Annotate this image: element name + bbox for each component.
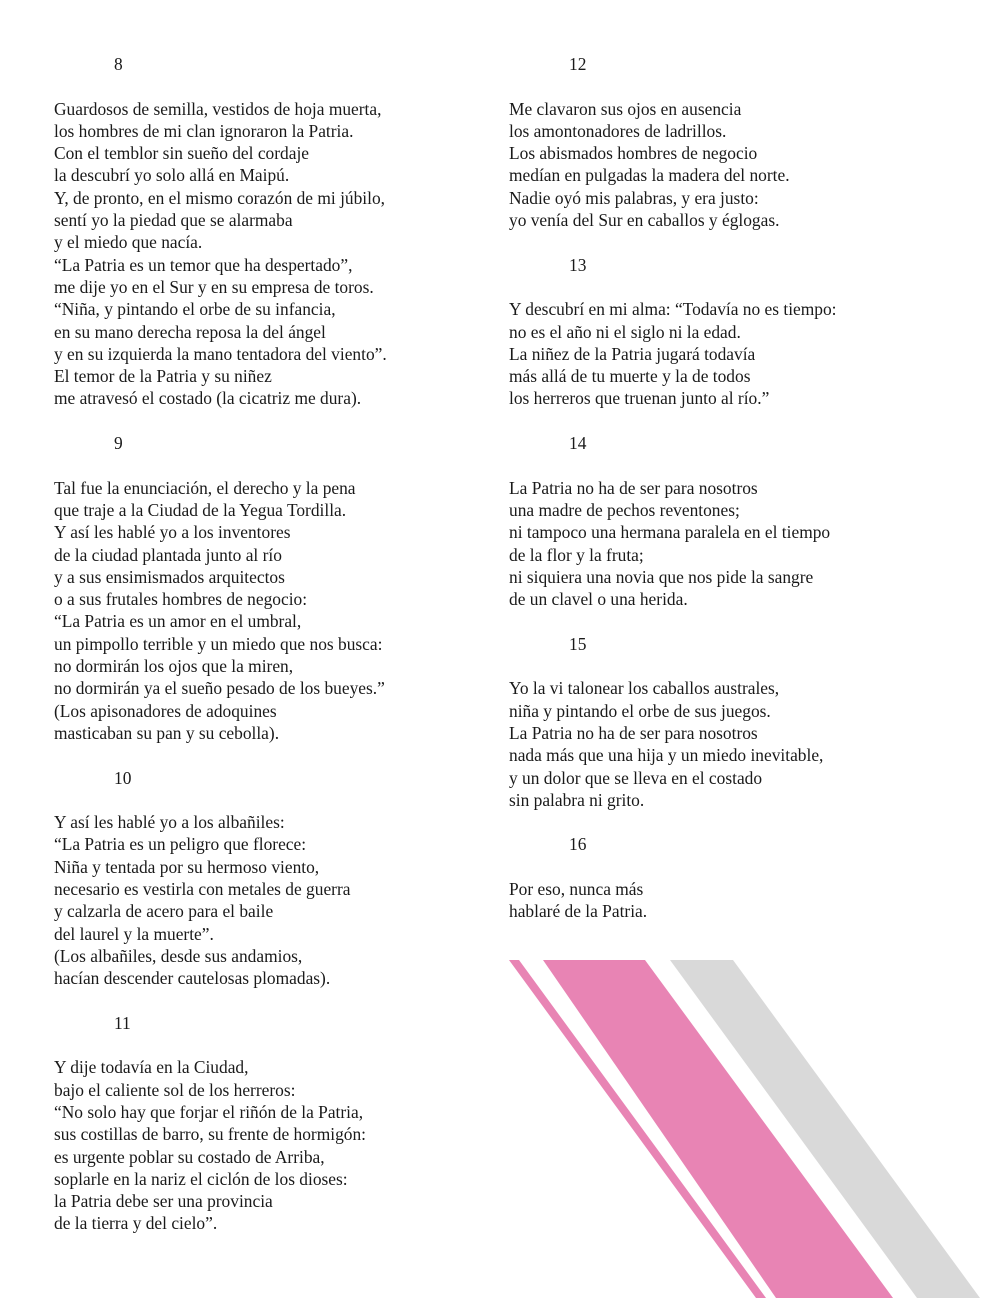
verse-line: nada más que una hija y un miedo inevitable, <box>509 745 824 766</box>
section-number: 14 <box>569 433 587 454</box>
verse-line: “La Patria es un peligro que florece: <box>54 834 307 855</box>
section-number: 10 <box>114 767 132 788</box>
verse-line: “La Patria es un temor que ha despertado”, <box>54 254 353 275</box>
verse-line: no es el año ni el siglo ni la edad. <box>509 321 741 342</box>
section-number: 9 <box>114 433 123 454</box>
verse-line: “La Patria es un amor en el umbral, <box>54 611 302 632</box>
verse-line: Por eso, nunca más <box>509 878 644 899</box>
verse-line: la Patria debe ser una provincia <box>54 1191 273 1212</box>
section-number: 12 <box>569 54 587 74</box>
verse-line: Yo la vi talonear los caballos australes, <box>509 678 780 699</box>
verse-line: más allá de tu muerte y la de todos <box>509 366 751 387</box>
verse-line: Y, de pronto, en el mismo corazón de mi júbilo, <box>54 187 386 208</box>
section-number: 11 <box>114 1012 131 1033</box>
verse-line: necesario es vestirla con metales de guerra <box>54 878 351 899</box>
verse-line: “No solo hay que forjar el riñón de la Patria, <box>54 1101 364 1122</box>
verse-line: Y así les hablé yo a los albañiles: <box>54 812 285 833</box>
section-number: 8 <box>114 54 123 74</box>
verse-line: sus costillas de barro, su frente de hormigón: <box>54 1124 366 1145</box>
verse-line: La niñez de la Patria jugará todavía <box>509 343 756 364</box>
verse-line: me atravesó el costado (la cicatriz me dura). <box>54 388 362 409</box>
verse-line: Y así les hablé yo a los inventores <box>54 522 291 543</box>
verse-line: hacían descender cautelosas plomadas). <box>54 968 331 989</box>
verse-line: Y dije todavía en la Ciudad, <box>54 1057 249 1078</box>
verse-line: los amontonadores de ladrillos. <box>509 120 727 141</box>
verse-line: sentí yo la piedad que se alarmaba <box>54 210 293 231</box>
verse-line: una madre de pechos reventones; <box>509 499 740 520</box>
verse-line: los herreros que truenan junto al río.” <box>509 388 770 409</box>
verse-line: ni siquiera una novia que nos pide la sangre <box>509 566 814 587</box>
verse-line: (Los apisonadores de adoquines <box>54 700 277 721</box>
verse-line: los hombres de mi clan ignoraron la Patria. <box>54 120 354 141</box>
verse-line: de un clavel o una herida. <box>509 589 688 610</box>
verse-line: Guardosos de semilla, vestidos de hoja muerta, <box>54 98 382 119</box>
verse-line: del laurel y la muerte”. <box>54 923 214 944</box>
verse-line: no dormirán los ojos que la miren, <box>54 656 294 677</box>
verse-line: es urgente poblar su costado de Arriba, <box>54 1146 325 1167</box>
verse-line: La Patria no ha de ser para nosotros <box>509 722 758 743</box>
verse-line: un pimpollo terrible y un miedo que nos busca: <box>54 633 383 654</box>
verse-line: yo venía del Sur en caballos y églogas. <box>509 210 780 231</box>
verse-line: no dormirán ya el sueño pesado de los bueyes.” <box>54 678 385 699</box>
section-number: 15 <box>569 633 587 654</box>
verse-line: “Niña, y pintando el orbe de su infancia, <box>54 299 336 320</box>
verse-line: Me clavaron sus ojos en ausencia <box>509 98 742 119</box>
verse-line: Nadie oyó mis palabras, y era justo: <box>509 187 759 208</box>
verse-line: El temor de la Patria y su niñez <box>54 366 272 387</box>
verse-line: niña y pintando el orbe de sus juegos. <box>509 700 771 721</box>
verse-line: hablaré de la Patria. <box>509 901 648 922</box>
verse-line: de la flor y la fruta; <box>509 544 644 565</box>
verse-line: y en su izquierda la mano tentadora del viento”. <box>54 343 387 364</box>
verse-line: Niña y tentada por su hermoso viento, <box>54 856 320 877</box>
verse-line: Los abismados hombres de negocio <box>509 143 758 164</box>
verse-line: en su mano derecha reposa la del ángel <box>54 321 326 342</box>
verse-line: Y descubrí en mi alma: “Todavía no es tiempo: <box>509 299 837 320</box>
verse-line: La Patria no ha de ser para nosotros <box>509 477 758 498</box>
verse-line: de la tierra y del cielo”. <box>54 1213 218 1234</box>
verse-line: medían en pulgadas la madera del norte. <box>509 165 790 186</box>
verse-line: (Los albañiles, desde sus andamios, <box>54 945 303 966</box>
verse-line: sin palabra ni grito. <box>509 789 645 810</box>
verse-line: la descubrí yo solo allá en Maipú. <box>54 165 290 186</box>
verse-line: me dije yo en el Sur y en su empresa de toros. <box>54 276 374 297</box>
verse-line: soplarle en la nariz el ciclón de los dioses: <box>54 1168 348 1189</box>
verse-line: y a sus ensimismados arquitectos <box>54 566 285 587</box>
section-number: 16 <box>569 834 587 855</box>
verse-line: y el miedo que nacía. <box>54 232 203 253</box>
verse-line: Con el temblor sin sueño del cordaje <box>54 143 310 164</box>
verse-line: Tal fue la enunciación, el derecho y la pena <box>54 477 356 498</box>
verse-line: o a sus frutales hombres de negocio: <box>54 589 308 610</box>
verse-line: y un dolor que se lleva en el costado <box>509 767 763 788</box>
verse-line: y calzarla de acero para el baile <box>54 901 274 922</box>
section-number: 13 <box>569 254 587 275</box>
verse-line: ni tampoco una hermana paralela en el tiempo <box>509 522 831 543</box>
verse-line: bajo el caliente sol de los herreros: <box>54 1079 296 1100</box>
verse-line: que traje a la Ciudad de la Yegua Tordilla. <box>54 499 347 520</box>
verse-line: de la ciudad plantada junto al río <box>54 544 282 565</box>
verse-line: masticaban su pan y su cebolla). <box>54 722 280 743</box>
